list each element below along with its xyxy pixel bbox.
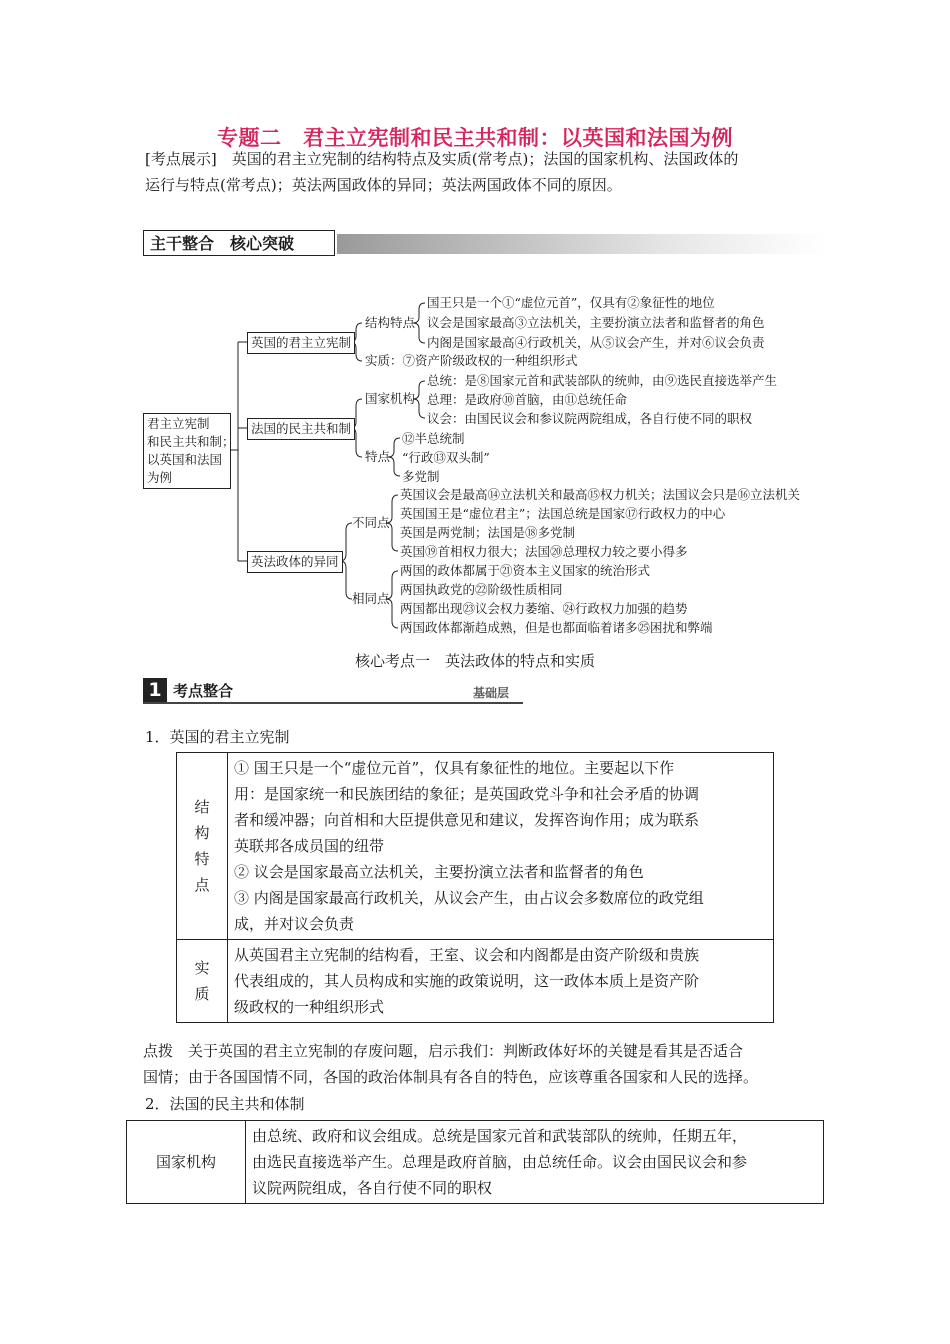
intro-line-2: 运行与特点(常考点)；英法两国政体的异同；英法两国政体不同的原因。 xyxy=(145,176,622,194)
tree-france-org-leaf-1: 总统：是⑧国家元首和武装部队的统帅，由⑨选民直接选举产生 xyxy=(427,373,778,388)
tree-uk-leaf-2: 议会是国家最高③立法机关，主要扮演立法者和监督者的角色 xyxy=(427,315,765,330)
tree-compare-diff: 不同点 xyxy=(352,515,390,530)
uk-table-head-essence: 实 质 xyxy=(177,940,228,1023)
tree-branch-france: 法国的民主共和制 xyxy=(247,418,355,440)
france-table-head: 国家机构 xyxy=(127,1121,246,1204)
tip-line-2: 国情；由于各国国情不同，各国的政治体制具有各自的特色，应该尊重各国家和人民的选择。 xyxy=(143,1068,759,1086)
uk-table-head-structure: 结 构 特 点 xyxy=(177,753,228,940)
tip-line-1: 点拨 关于英国的君主立宪制的存废问题，启示我们：判断政体好坏的关键是看其是否适合 xyxy=(143,1042,744,1060)
banner-label: 主干整合 核心突破 xyxy=(143,230,335,256)
tree-uk-essence: 实质：⑦资产阶级政权的一种组织形式 xyxy=(365,353,578,368)
heading-france: 2．法国的民主共和体制 xyxy=(145,1095,305,1113)
tree-branch-compare: 英法政体的异同 xyxy=(247,551,343,573)
tree-uk-leaf-1: 国王只是一个①“虚位元首”，仅具有②象征性的地位 xyxy=(427,295,715,310)
tree-diff-leaf-3: 英国是两党制；法国是⑱多党制 xyxy=(400,525,576,540)
uk-table-structure-content: ① 国王只是一个“虚位元首”，仅具有象征性的地位。主要起以下作 用：是国家统一和民族团结的象征；是英国政党斗争和社会矛盾的协调 者和缓冲器；向首相和大臣提供意见和建议，发挥咨询作用；成为联系 英联邦各成员国的纽带 ② 议会是国家最高立法机关，主要扮演立法者和监督者的角色 ③ 内阁是国家最高行政机关，从议会产生，由占议会多数席位的政党组 成，并对议会负责 xyxy=(228,753,774,940)
section-number: 1 xyxy=(143,678,167,702)
section-level: 基础层 xyxy=(473,686,510,700)
tree-france-feature: 特点 xyxy=(365,449,391,464)
tree-france-feat-leaf-3: 多党制 xyxy=(402,469,440,484)
tree-france-feat-leaf-1: ⑫半总统制 xyxy=(402,431,465,446)
tree-diff-leaf-4: 英国⑲首相权力很大；法国⑳总理权力较之要小得多 xyxy=(400,544,688,559)
uk-table xyxy=(176,752,774,1023)
section-label: 考点整合 xyxy=(173,682,234,700)
france-table xyxy=(126,1120,824,1204)
tree-france-feat-leaf-2: “行政⑬双头制” xyxy=(402,450,490,465)
tree-same-leaf-3: 两国都出现㉓议会权力萎缩、㉔行政权力加强的趋势 xyxy=(400,601,688,616)
tree-france-org: 国家机构 xyxy=(365,391,416,406)
tree-same-leaf-1: 两国的政体都属于㉑资本主义国家的统治形式 xyxy=(400,563,651,578)
heading-uk: 1．英国的君主立宪制 xyxy=(145,728,290,746)
tree-diff-leaf-1: 英国议会是最高⑭立法机关和最高⑮权力机关；法国议会只是⑯立法机关 xyxy=(400,487,801,502)
tree-uk-leaf-3: 内阁是国家最高④行政机关，从⑤议会产生，并对⑥议会负责 xyxy=(427,335,765,350)
tree-same-leaf-4: 两国政体都渐趋成熟，但是也都面临着诸多㉕困扰和弊端 xyxy=(400,620,713,635)
section-header xyxy=(143,678,523,704)
tree-root: 君主立宪制 和民主共和制； 以英国和法国 为例 xyxy=(143,413,231,489)
tree-france-org-leaf-3: 议会：由国民议会和参议院两院组成，各自行使不同的职权 xyxy=(427,411,753,426)
tree-same-leaf-2: 两国执政党的㉒阶级性质相同 xyxy=(400,582,563,597)
page-title: 专题二 君主立宪制和民主共和制：以英国和法国为例 xyxy=(217,126,733,150)
intro-line-1: [考点展示] 英国的君主立宪制的结构特点及实质(常考点)；法国的国家机构、法国政体的 xyxy=(145,150,739,168)
tree-uk-structure: 结构特点 xyxy=(365,315,416,330)
uk-table-essence-content: 从英国君主立宪制的结构看，王室、议会和内阁都是由资产阶级和贵族 代表组成的，其人员构成和实施的政策说明，这一政体本质上是资产阶 级政权的一种组织形式 xyxy=(228,940,774,1023)
tree-france-org-leaf-2: 总理：是政府⑩首脑，由⑪总统任命 xyxy=(427,392,628,407)
tree-compare-same: 相同点 xyxy=(352,591,390,606)
tree-branch-uk: 英国的君主立宪制 xyxy=(247,332,355,354)
section-underline xyxy=(143,702,523,704)
france-table-content: 由总统、政府和议会组成。总统是国家元首和武装部队的统帅，任期五年， 由选民直接选举产生。总理是政府首脑，由总统任命。议会由国民议会和参 议院两院组成，各自行使不同的职权 xyxy=(246,1121,824,1204)
caption: 核心考点一 英法政体的特点和实质 xyxy=(354,652,595,670)
tree-diff-leaf-2: 英国国王是“虚位君主”；法国总统是国家⑰行政权力的中心 xyxy=(400,506,726,521)
